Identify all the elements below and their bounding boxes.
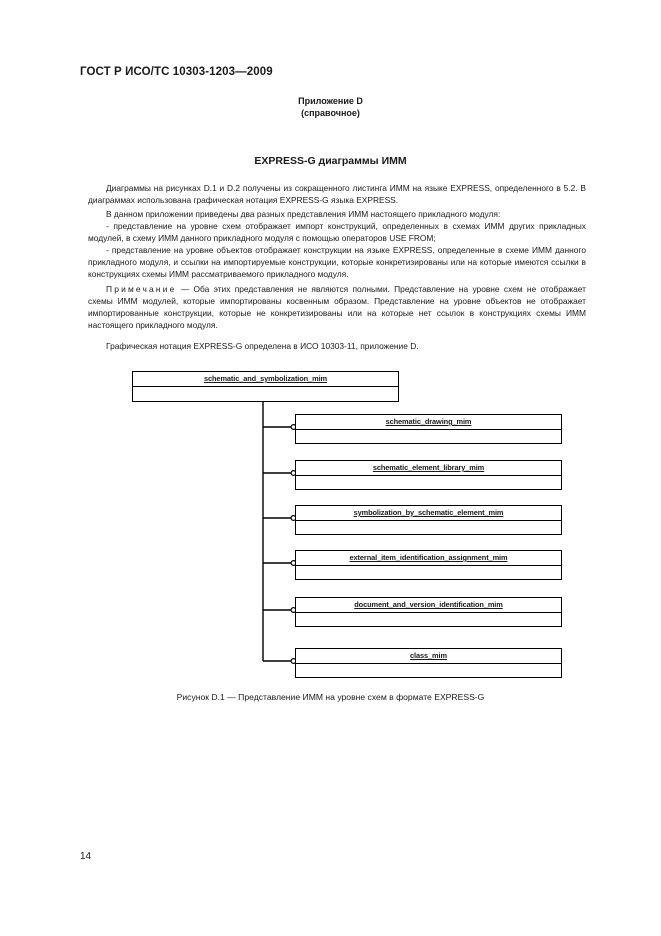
document-header: ГОСТ Р ИСО/ТС 10303-1203—2009: [80, 66, 273, 78]
schema-box-main: [132, 371, 399, 402]
page-number: 14: [80, 851, 92, 862]
annex-title: Приложение D: [298, 96, 363, 106]
schema-name-imported: external_item_identification_assignment_mim: [296, 551, 561, 566]
schema-name-imported: schematic_drawing_mim: [296, 415, 561, 430]
figure-caption: Рисунок D.1 — Представление ИММ на уровне схем в формате EXPRESS-G: [176, 692, 485, 702]
note-text: — Оба этих представления не являются полными. Представление на уровне схем не отображает схемы ИММ модулей, которые импортированы косвенным образом. Представление на уровне объектов не отображает импортированные конструкции, которые не конкретизированы или на которые нет ссылок в конструкциях схемы ИММ настоящего прикладного модуля.: [88, 284, 586, 330]
schema-box-imported: [295, 648, 562, 678]
schema-name-imported: class_mim: [296, 649, 561, 664]
schema-box-imported: [295, 505, 562, 535]
schema-name-main: schematic_and_symbolization_mim: [133, 372, 398, 387]
paragraph-1-text: Диаграммы на рисунках D.1 и D.2 получены из сокращенного листинга ИММ на языке EXPRESS, определенного в 5.2. В диаграммах использована графическая нотация EXPRESS-G языка EXPRESS.: [88, 183, 586, 205]
paragraph-4-text: - представление на уровне объектов отображает конструкции на языке EXPRESS, определенные в схеме ИММ данного прикладного модуля, и ссылки на импортируемые конструкции, которые конкретизированы или на которые имеются ссылки в конструкциях схемы ИММ рассматриваемого прикладного модуля.: [88, 245, 586, 279]
paragraph-5-text: Графическая нотация EXPRESS-G определена в ИСО 10303-11, приложение D.: [106, 341, 419, 351]
section-title: EXPRESS-G диаграммы ИММ: [254, 155, 407, 167]
schema-name-imported: document_and_version_identification_mim: [296, 598, 561, 613]
schema-box-imported: [295, 414, 562, 444]
note-label: Примечание: [106, 284, 177, 294]
schema-box-imported: [295, 597, 562, 627]
schema-name-imported: symbolization_by_schematic_element_mim: [296, 506, 561, 521]
paragraph-3-text: - представление на уровне схем отображает импорт конструкций, определенных в схемах ИММ других прикладных модулей, в схему ИММ данного прикладного модуля с помощью операторов USE FROM;: [88, 221, 586, 243]
annex-subtitle: (справочное): [301, 108, 360, 118]
schema-box-imported: [295, 550, 562, 580]
schema-name-imported: schematic_element_library_mim: [296, 461, 561, 476]
schema-box-imported: [295, 460, 562, 490]
paragraph-2-text: В данном приложении приведены два разных представления ИММ настоящего прикладного модуля:: [106, 209, 501, 219]
